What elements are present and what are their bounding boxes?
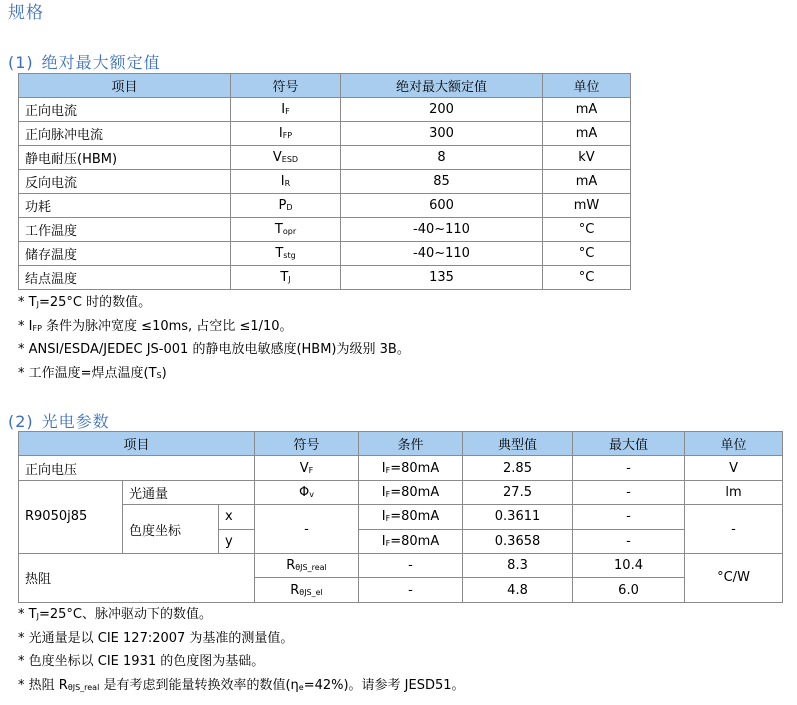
thermal-real-max: 10.4 [573,553,685,577]
row-unit: °C [543,218,631,242]
thermal-real-condition: - [359,553,463,577]
model-name: R9050j85 [19,480,123,553]
row-symbol: $I_{FP}$ [231,122,341,146]
row-value: 200 [341,98,543,122]
vf-typical: 2.85 [463,456,573,480]
thermal-el-max: 6.0 [573,578,685,602]
row-symbol: $V_{ESD}$ [231,146,341,170]
table-row [19,266,631,290]
chroma-x-row [19,505,783,529]
header-item: 项目 [19,74,231,98]
row-unit: °C [543,266,631,290]
section1-notes [18,292,410,386]
chroma-y-max: - [573,529,685,553]
flux-item: 光通量 [123,480,255,504]
section1-number: (1) [8,53,34,72]
thermal-unit: °C/W [685,553,783,602]
note-line: * $I_{FP}$ 条件为脉冲宽度 ≤10ms, 占空比 ≤1/10。 [18,318,293,334]
thermal-real-symbol: $R_{\theta JS\_real}$ [255,553,359,577]
row-unit: mW [543,194,631,218]
vf-symbol: $V_F$ [255,456,359,480]
flux-unit: lm [685,480,783,504]
row-value: 85 [341,170,543,194]
row-unit: mA [543,98,631,122]
chroma-y-label: y [219,529,255,553]
table-row [19,218,631,242]
header-max: 最大值 [573,432,685,456]
row-value: -40~110 [341,242,543,266]
chroma-x-condition: $I_F=80mA$ [359,505,463,529]
row-item: 正向电流 [19,98,231,122]
row-unit: mA [543,170,631,194]
row-item: 结点温度 [19,266,231,290]
header-unit: 单位 [685,432,783,456]
row-item: 反向电流 [19,170,231,194]
vf-unit: V [685,456,783,480]
row-unit: °C [543,242,631,266]
table-row [19,170,631,194]
row-value: 600 [341,194,543,218]
chroma-x-label: x [219,505,255,529]
note-line: * 色度坐标以 CIE 1931 的色度图为基础。 [18,654,265,669]
note-line: * 热阻 $R_{\theta JS\_real}$ 是有考虑到能量转换效率的数值$(\eta_e=42\%)$。请参考 JESD51。 [18,677,465,693]
note-line: * 光通量是以 CIE 127:2007 为基准的测量值。 [18,630,294,646]
vf-condition: $I_F=80mA$ [359,456,463,480]
table-row [19,146,631,170]
header-condition: 条件 [359,432,463,456]
header-item: 项目 [19,432,255,456]
row-symbol: $T_J$ [231,266,341,290]
row-symbol: $I_F$ [231,98,341,122]
header-symbol: 符号 [255,432,359,456]
thermal-item: 热阻 [19,553,255,602]
thermal-real-typical: 8.3 [463,553,573,577]
table-row [19,98,631,122]
row-item: 工作温度 [19,218,231,242]
table-row [19,194,631,218]
section2-title [8,409,110,432]
vf-item: 正向电压 [19,456,255,480]
table-row [19,122,631,146]
row-symbol: $T_{opr}$ [231,218,341,242]
absolute-max-ratings-table [18,73,631,290]
chroma-unit: - [685,505,783,554]
header-rating: 绝对最大额定值 [341,74,543,98]
flux-symbol: $\Phi_v$ [255,480,359,504]
row-value: -40~110 [341,218,543,242]
forward-voltage-row [19,456,783,480]
header-typical: 典型值 [463,432,573,456]
row-symbol: $I_R$ [231,170,341,194]
row-item: 正向脉冲电流 [19,122,231,146]
section2-number: (2) [8,412,34,431]
vf-max: - [573,456,685,480]
note-line: * ANSI/ESDA/JEDEC JS-001 的静电放电敏感度(HBM)为级别 3B。 [18,342,410,357]
row-value: 300 [341,122,543,146]
header-unit: 单位 [543,74,631,98]
row-item: 静电耐压(HBM) [19,146,231,170]
section1-title [8,50,161,73]
note-line: * $T_J=25^\circ C$、脉冲驱动下的数值。 [18,607,212,622]
note-line: * 工作温度=焊点温度$(T_S)$ [18,365,167,381]
chroma-y-condition: $I_F=80mA$ [359,529,463,553]
note-line: * $T_J=25^\circ C$ 时的数值。 [18,295,152,310]
thermal-real-row [19,553,783,577]
chroma-item: 色度坐标 [123,505,219,554]
row-item: 功耗 [19,194,231,218]
optical-electrical-table [18,431,783,603]
row-item: 储存温度 [19,242,231,266]
flux-typical: 27.5 [463,480,573,504]
thermal-el-typical: 4.8 [463,578,573,602]
section2-heading: 光电参数 [41,412,110,431]
chroma-symbol: - [255,505,359,554]
chroma-y-typical: 0.3658 [463,529,573,553]
flux-max: - [573,480,685,504]
row-symbol: $T_{stg}$ [231,242,341,266]
chroma-x-typical: 0.3611 [463,505,573,529]
table-header-row [19,432,783,456]
table-row [19,242,631,266]
row-unit: mA [543,122,631,146]
row-symbol: $P_D$ [231,194,341,218]
chroma-x-max: - [573,505,685,529]
thermal-el-condition: - [359,578,463,602]
row-unit: kV [543,146,631,170]
section2-notes [18,604,465,698]
flux-row [19,480,783,504]
row-value: 135 [341,266,543,290]
row-value: 8 [341,146,543,170]
flux-condition: $I_F=80mA$ [359,480,463,504]
header-symbol: 符号 [231,74,341,98]
section1-heading: 绝对最大额定值 [41,53,161,72]
thermal-el-symbol: $R_{\theta JS\_el}$ [255,578,359,602]
table-header-row [19,74,631,98]
page-title: 规格 [8,3,44,23]
